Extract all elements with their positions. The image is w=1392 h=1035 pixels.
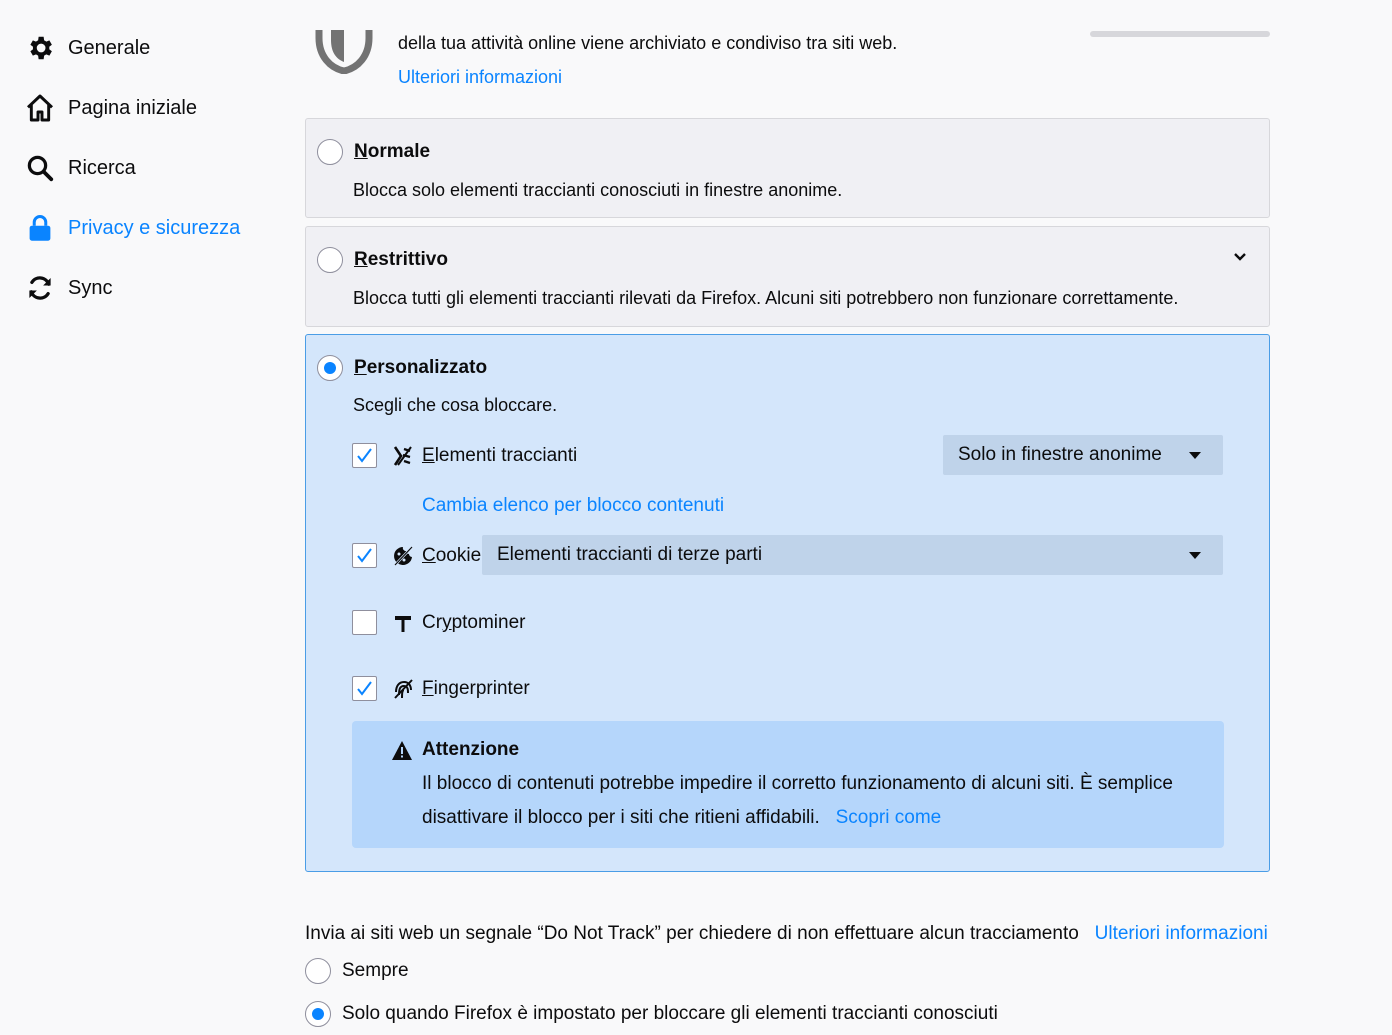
cookies-label: Cookie <box>422 545 482 566</box>
option-strict[interactable] <box>305 226 1270 327</box>
scroll-indicator <box>1090 31 1270 37</box>
radio-custom[interactable] <box>317 355 343 381</box>
dnt-learn-more-link[interactable]: Ulteriori informazioni <box>1094 923 1268 944</box>
fingerprinters-checkbox[interactable] <box>352 676 377 701</box>
option-normal-title: Normale <box>354 141 431 162</box>
option-normal[interactable] <box>305 118 1270 218</box>
fingerprinters-label: Fingerprinter <box>422 678 530 699</box>
cryptominer-icon <box>392 612 414 634</box>
warning-text-line2: disattivare il blocco per i siti che ritieni affidabili. Scopri come <box>422 807 942 828</box>
fingerprint-icon <box>392 678 414 700</box>
warning-box <box>352 721 1224 848</box>
sidebar-item-label: Sync <box>68 276 113 299</box>
dnt-only-when-option[interactable] <box>305 1001 998 1027</box>
cookie-icon <box>392 545 414 567</box>
cryptominers-label: Cryptominer <box>422 612 526 633</box>
cryptominers-checkbox[interactable] <box>352 610 377 635</box>
checkmark-icon <box>356 447 373 464</box>
dnt-only-when-label: Solo quando Firefox è impostato per bloccare gli elementi traccianti conosciuti <box>342 1003 998 1024</box>
lock-icon <box>24 212 56 244</box>
option-custom[interactable] <box>305 334 1270 872</box>
sidebar-item-label: Pagina iniziale <box>68 96 197 119</box>
cookies-select[interactable] <box>482 535 1223 575</box>
gear-icon <box>24 32 56 64</box>
option-normal-description: Blocca solo elementi traccianti conosciuti in finestre anonime. <box>353 180 843 200</box>
warning-text-line1: Il blocco di contenuti potrebbe impedire il corretto funzionamento di alcuni siti. È semplice <box>422 773 1173 794</box>
sync-icon <box>24 272 56 304</box>
dnt-always-label: Sempre <box>342 960 409 981</box>
option-strict-description: Blocca tutti gli elementi traccianti rilevati da Firefox. Alcuni siti potrebbero non funzionare correttamente. <box>353 288 1179 308</box>
chevron-down-icon[interactable] <box>1233 249 1247 259</box>
dnt-description: Invia ai siti web un segnale “Do Not Track” per chiedere di non effettuare alcun tracciamento Ulteriori informazioni <box>305 923 1268 944</box>
radio-dnt-always[interactable] <box>305 958 331 984</box>
sidebar-item-label: Ricerca <box>68 156 136 179</box>
sidebar-item-pagina-iniziale[interactable] <box>24 88 197 128</box>
intro-learn-more-link[interactable]: Ulteriori informazioni <box>398 67 563 87</box>
checkmark-icon <box>356 547 373 564</box>
sidebar-item-sync[interactable] <box>24 268 112 308</box>
radio-strict[interactable] <box>317 247 343 273</box>
trackers-select[interactable] <box>943 435 1223 475</box>
radio-normal[interactable] <box>317 139 343 165</box>
sidebar-item-generale[interactable] <box>24 28 150 68</box>
dropdown-arrow-icon <box>1189 552 1201 559</box>
cookies-checkbox[interactable] <box>352 543 377 568</box>
home-icon <box>24 92 56 124</box>
shield-icon <box>311 30 377 74</box>
checkmark-icon <box>356 680 373 697</box>
option-custom-description: Scegli che cosa bloccare. <box>353 395 558 415</box>
warning-icon <box>392 741 412 760</box>
learn-how-link[interactable]: Scopri come <box>835 807 942 828</box>
trackers-icon <box>392 445 414 467</box>
search-icon <box>24 152 56 184</box>
sidebar-item-ricerca[interactable] <box>24 148 136 188</box>
change-block-list-link[interactable]: Cambia elenco per blocco contenuti <box>422 495 725 516</box>
sidebar-item-label: Privacy e sicurezza <box>68 216 241 239</box>
sidebar-item-label: Generale <box>68 36 151 59</box>
warning-title: Attenzione <box>422 739 520 760</box>
dnt-always-option[interactable] <box>305 958 409 984</box>
dropdown-arrow-icon <box>1189 452 1201 459</box>
trackers-label: Elementi traccianti <box>422 445 578 466</box>
intro-text: della tua attività online viene archiviato e condiviso tra siti web. <box>398 33 898 53</box>
sidebar-item-privacy[interactable] <box>24 208 240 248</box>
sidebar <box>0 0 290 1035</box>
option-strict-title: Restrittivo <box>354 249 448 270</box>
cookies-select-value: Elementi traccianti di terze parti <box>497 544 763 565</box>
trackers-select-value: Solo in finestre anonime <box>958 444 1162 465</box>
trackers-checkbox[interactable] <box>352 443 377 468</box>
option-custom-title: Personalizzato <box>354 357 488 378</box>
radio-dnt-only-when[interactable] <box>305 1001 331 1027</box>
